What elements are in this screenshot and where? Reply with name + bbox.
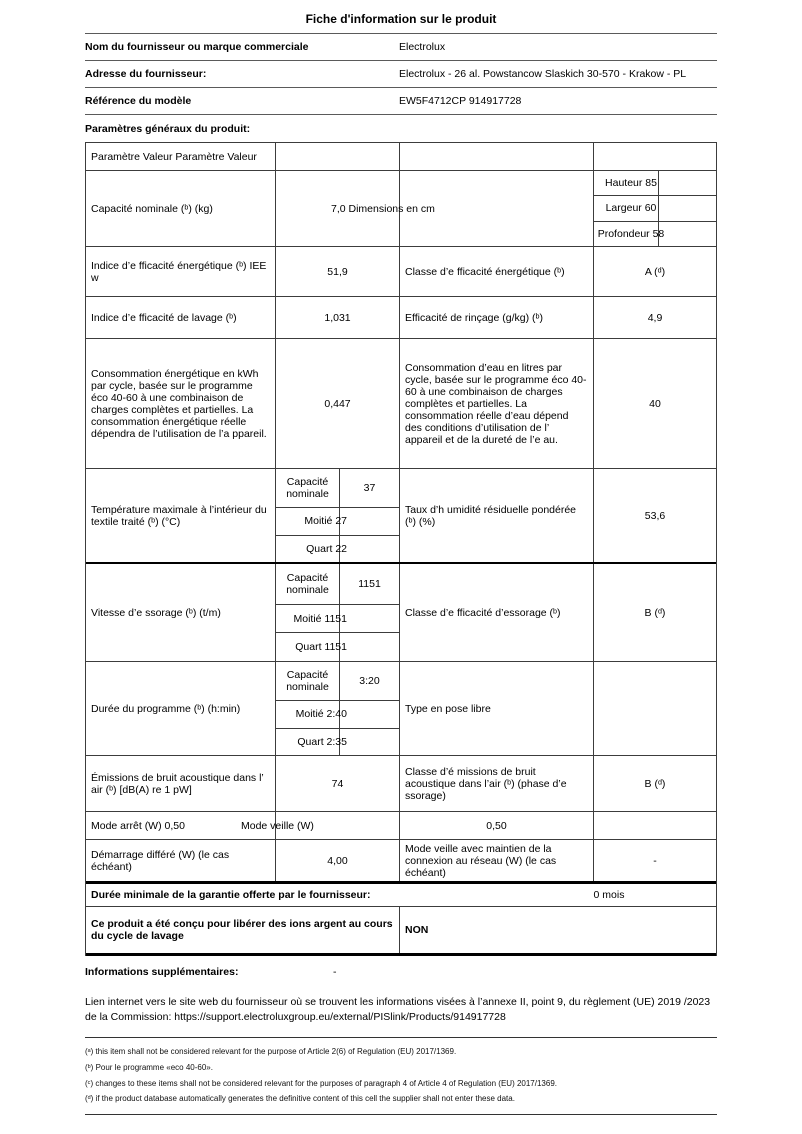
additional-info-row	[85, 956, 717, 982]
temperature-half-empty	[340, 508, 399, 534]
delayed-start-label: Démarrage différé (W) (le cas échéant)	[86, 840, 276, 881]
dimension-depth-empty	[659, 222, 716, 246]
header-cell: Paramètre Valeur Paramètre Valeur	[86, 143, 276, 170]
silver-ions-value: NON	[405, 924, 429, 936]
delayed-start-row	[86, 840, 716, 884]
residual-humidity-label: Taux d’h umidité résiduelle pondérée (ᵇ) (%)	[400, 469, 594, 562]
temperature-half-text: Moitié 27	[304, 515, 347, 528]
warranty-value: 0 mois	[593, 889, 625, 901]
temperature-label: Température maximale à l’intérieur du textile traité (ᵇ) (°C)	[86, 469, 276, 562]
water-consumption-label: Consommation d’eau en litres par cycle, basée sur le programme éco 40-60 à une combinaison de charges complètes et partielles. La consommation réelle d’eau dépend des conditions d’utilisation de l’ appareil et de la dureté de l’e au.	[400, 339, 594, 468]
off-mode-cell	[86, 812, 314, 839]
energy-consumption-label: Consommation énergétique en kWh par cycle, basée sur le programme éco 40-60 à une combinaison de charges complètes et partielles. La consommation énergétique réelle dépendra de l’utilisation de l’a ppareil.	[86, 339, 276, 468]
meta-row-supplier-address	[85, 61, 717, 88]
duration-half-text: Moitié 2:40	[295, 708, 347, 721]
dimension-width-text: Largeur 60	[605, 202, 657, 215]
noise-row	[86, 756, 716, 812]
table-header-row	[86, 143, 716, 171]
header-cell-empty	[400, 143, 594, 170]
capacity-value-cell	[276, 171, 435, 246]
footnote-b: (ᵇ) Pour le programme «eco 40-60».	[85, 1063, 213, 1073]
capacity-dimensions-value: 7,0 Dimensions en cm	[331, 202, 435, 215]
noise-class-label: Classe d’é missions de bruit acoustique dans l’air (ᵇ) (phase d’e ssorage)	[400, 756, 594, 811]
water-consumption-value: 40	[649, 397, 661, 410]
duration-quarter-cell	[276, 729, 347, 755]
duration-half-empty	[340, 701, 399, 727]
general-parameters-heading: Paramètres généraux du produit:	[85, 123, 251, 135]
noise-value: 74	[276, 756, 400, 811]
duration-nominal-value: 3:20	[359, 675, 380, 688]
page-title: Fiche d'information sur le produit	[85, 0, 717, 34]
temperature-row	[86, 469, 716, 564]
standby-empty-cell-2	[594, 812, 716, 839]
temperature-quarter-text: Quart 22	[306, 542, 347, 555]
spin-half-text: Moitié 1151	[293, 612, 347, 625]
noise-class-value: B (ᵈ)	[644, 777, 666, 790]
warranty-row	[86, 884, 716, 907]
header-cell-empty	[594, 143, 716, 170]
spin-nominal-label: Capacité nominale	[276, 564, 340, 604]
meta-row-model-reference	[85, 88, 717, 115]
dimension-depth-text: Profondeur 58	[597, 227, 665, 240]
rinse-efficiency-value: 4,9	[647, 311, 663, 324]
temperature-nominal-row	[276, 469, 399, 508]
duration-nominal-row	[276, 662, 399, 701]
duration-half-row	[276, 701, 399, 728]
temperature-nominal-value: 37	[363, 482, 376, 495]
spin-speed-label: Vitesse d’e ssorage (ᵇ) (t/m)	[86, 564, 276, 661]
duration-quarter-text: Quart 2:35	[297, 735, 347, 748]
footnote-c: (ᶜ) changes to these items shall not be considered relevant for the purposes of paragraph 4 of Article 4 of Regulation (EU) 2017/1369.	[85, 1078, 557, 1088]
spin-half-empty	[340, 605, 399, 633]
spin-quarter-row	[276, 633, 399, 661]
temperature-quarter-cell	[276, 536, 347, 562]
warranty-label: Durée minimale de la garantie offerte par le fournisseur:	[91, 889, 371, 901]
energy-consumption-value: 0,447	[276, 339, 400, 468]
duration-label: Durée du programme (ᵇ) (h:min)	[86, 662, 276, 755]
capacity-label: Capacité nominale (ᵇ) (kg)	[86, 171, 276, 246]
parameters-table	[85, 142, 717, 956]
footnote-d: (ᵈ) if the product database automatically generates the definitive content of this cell the supplier shall not enter these data.	[85, 1094, 515, 1104]
duration-nested-table	[276, 662, 400, 755]
duration-quarter-row	[276, 729, 399, 755]
dimension-height-cell	[594, 171, 659, 195]
duration-nominal-label: Capacité nominale	[276, 662, 340, 700]
footnotes	[85, 1044, 717, 1106]
duration-quarter-empty	[340, 729, 399, 755]
dimensions-nested-table	[594, 171, 716, 246]
networked-standby-value: -	[653, 854, 657, 867]
dimension-height-text: Hauteur 85	[605, 177, 657, 190]
temperature-nominal-label: Capacité nominale	[276, 469, 340, 507]
dimension-width-empty	[659, 196, 716, 220]
capacity-dimensions-row	[86, 171, 716, 247]
off-mode-label: Mode arrêt (W) 0,50	[91, 819, 185, 832]
standby-value: 0,50	[400, 812, 594, 839]
additional-info-label: Informations supplémentaires:	[85, 966, 239, 978]
footnote-a: (ᵃ) this item shall not be considered relevant for the purpose of Article 2(6) of Regulation (EU) 2017/1369.	[85, 1047, 457, 1057]
meta-row-supplier-name	[85, 34, 717, 61]
spin-quarter-empty	[340, 633, 399, 661]
temperature-half-cell	[276, 508, 347, 534]
wash-index-row	[86, 297, 716, 339]
spin-nominal-row	[276, 564, 399, 605]
temperature-nested-table	[276, 469, 400, 562]
spin-half-row	[276, 605, 399, 634]
dimension-depth-cell	[594, 222, 665, 246]
consumption-row	[86, 339, 716, 469]
noise-label: Émissions de bruit acoustique dans l’ air (ᵇ) [dB(A) re 1 pW]	[86, 756, 276, 811]
document-content	[85, 0, 717, 1115]
wash-index-label: Indice d’e fficacité de lavage (ᵇ)	[86, 297, 276, 338]
supplier-address-label: Adresse du fournisseur:	[85, 68, 207, 80]
spin-quarter-cell	[276, 633, 347, 661]
standby-mode-label: Mode veille (W)	[241, 819, 314, 832]
energy-class-value: A (ᵈ)	[644, 265, 666, 278]
duration-half-cell	[276, 701, 347, 727]
additional-info-value: -	[333, 966, 337, 978]
spin-speed-row	[86, 564, 716, 662]
installation-type-label: Type en pose libre	[400, 662, 594, 755]
spin-quarter-text: Quart 1151	[295, 641, 347, 654]
supplier-address-value: Electrolux - 26 al. Powstancow Slaskich 30-570 - Krakow - PL	[399, 68, 687, 80]
dimension-row-height	[594, 171, 716, 196]
supplier-name-label: Nom du fournisseur ou marque commerciale	[85, 41, 309, 53]
model-reference-value: EW5F4712CP 914917728	[399, 95, 522, 107]
temperature-quarter-row	[276, 536, 399, 562]
spin-class-value: B (ᵈ)	[644, 606, 666, 619]
rinse-efficiency-label: Efficacité de rinçage (g/kg) (ᵇ)	[400, 297, 594, 338]
model-reference-label: Référence du modèle	[85, 95, 192, 107]
supplier-name-value: Electrolux	[399, 41, 446, 53]
bottom-divider	[85, 1114, 717, 1115]
spin-class-label: Classe d’e fficacité d’essorage (ᵇ)	[400, 564, 594, 661]
footnote-divider	[85, 1037, 717, 1038]
warranty-value-cell	[502, 884, 716, 906]
delayed-start-value: 4,00	[276, 840, 400, 881]
networked-standby-label: Mode veille avec maintien de la connexion au réseau (W) (le cas échéant)	[400, 840, 594, 881]
silver-ions-row	[86, 907, 716, 956]
spin-half-cell	[276, 605, 347, 633]
residual-humidity-value: 53,6	[644, 509, 666, 522]
header-cell-empty	[276, 143, 400, 170]
silver-ions-label: Ce produit a été conçu pour libérer des ions argent au cours du cycle de lavage	[86, 907, 400, 953]
dimension-row-depth	[594, 222, 716, 246]
dimension-height-empty	[659, 171, 716, 195]
wash-index-value: 1,031	[276, 297, 400, 338]
installation-type-value	[594, 662, 716, 755]
temperature-half-row	[276, 508, 399, 535]
energy-index-label: Indice d’e fficacité énergétique (ᵇ) IEE w	[86, 247, 276, 296]
energy-index-row	[86, 247, 716, 297]
supplier-link-paragraph: Lien internet vers le site web du fournisseur où se trouvent les informations visées à l’annexe II, point 9, du règlement (UE) 2019 /2023 de la Commission: https://support.electroluxgroup.eu/external/PISlink/Products/914917728	[85, 996, 711, 1024]
programme-duration-row	[86, 662, 716, 756]
energy-class-label: Classe d’e fficacité énergétique (ᵇ)	[400, 247, 594, 296]
spin-nominal-value: 1151	[358, 577, 381, 590]
standby-row	[86, 812, 716, 840]
dimension-width-cell	[594, 196, 659, 220]
spin-nested-table	[276, 564, 400, 661]
energy-index-value: 51,9	[276, 247, 400, 296]
dimension-row-width	[594, 196, 716, 221]
temperature-quarter-empty	[340, 536, 399, 562]
